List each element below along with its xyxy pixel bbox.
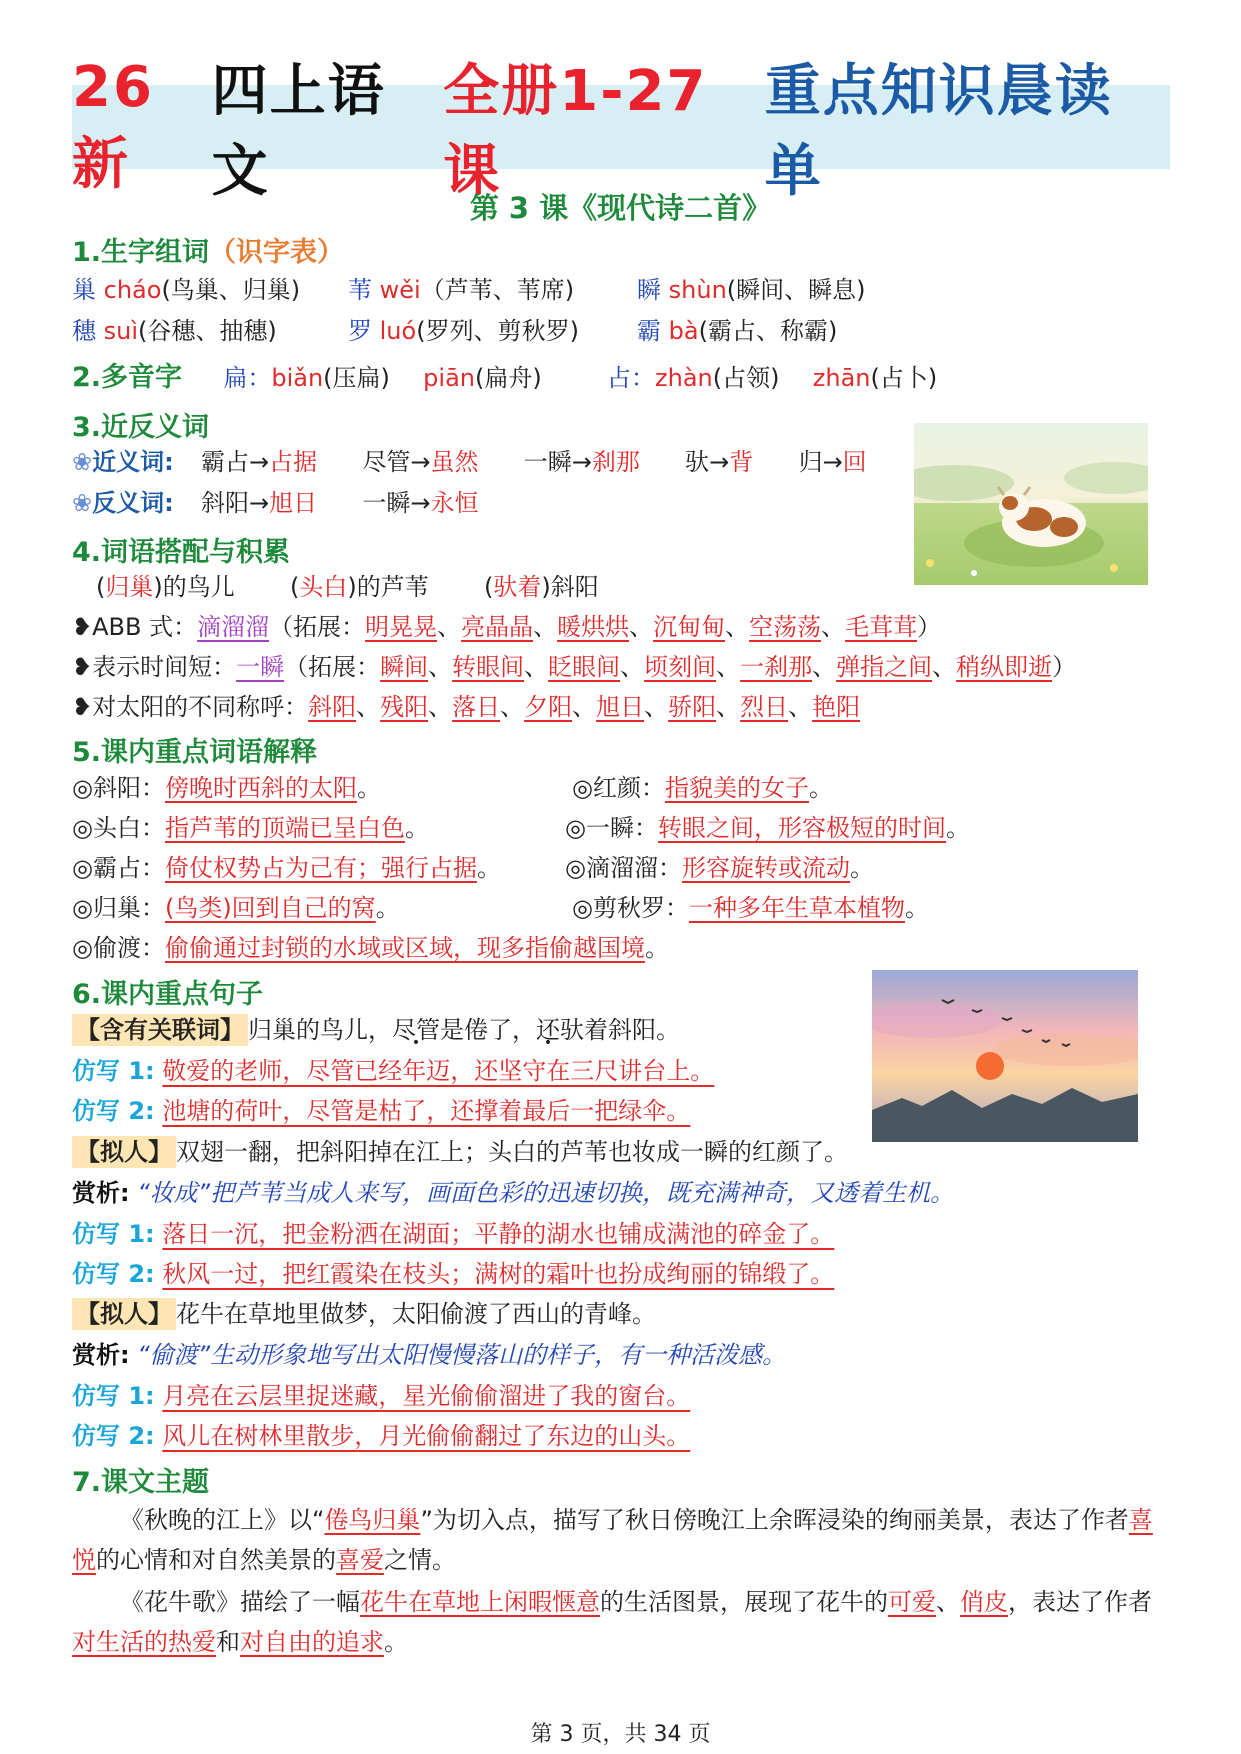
pinyin: bà [668,317,699,345]
imitation [72,1219,834,1249]
words: (扁舟) [475,364,542,392]
text: 驮着斜阳。 [560,1016,680,1044]
imitation-text: 敬爱的老师，尽管已经年迈，还坚守在三尺讲台上。 [162,1057,715,1085]
text: 和 [216,1628,240,1656]
end: 。 [904,894,929,922]
separator: 、 [812,653,837,681]
word: 永恒 [430,489,479,517]
sun-row [72,692,860,722]
fill-word: 驮着 [493,573,542,601]
page-footer: 第 3 页，共 34 页 [530,1722,711,1747]
pinyin: shùn [668,276,727,304]
imitation [72,1056,714,1086]
text: 花牛在草地里做梦，太阳偷渡了西山的青峰。 [176,1300,656,1328]
imitation [72,1421,690,1451]
separator: 、 [428,693,453,721]
analysis-text: “妆成”把芦苇当成人来写，画面色彩的迅速切换，既充满神奇，又透着生机。 [137,1179,955,1207]
extension-word: 骄阳 [668,693,717,721]
bullet-icon: ❥ [72,653,93,681]
polyphone-row [72,363,937,393]
arrow: → [249,448,270,476]
term: ◎红颜： [572,774,665,802]
text: 、 [936,1588,960,1616]
separator: 、 [500,693,525,721]
end: 。 [476,854,501,882]
time-word: 一瞬 [236,653,285,681]
abb-row [72,612,941,642]
pinyin: cháo [103,276,162,304]
extension-word: 稍纵即逝 [956,653,1053,681]
lesson-title: 第 3 课《现代诗二首》 [469,191,772,225]
separator: 、 [932,653,957,681]
definition [72,853,501,883]
pinyin: zhàn [655,364,713,392]
extension-word: 艳阳 [812,693,861,721]
extension-word: 旭日 [596,693,645,721]
keyword: 对生活的热爱 [72,1628,216,1656]
separator: 、 [716,693,741,721]
synonym-row [72,447,867,477]
analysis-text: “偷渡”生动形象地写出太阳慢慢落山的样子，有一种活泼感。 [137,1341,787,1369]
analysis [72,1340,786,1370]
char-item [348,316,579,346]
word: 霸占 [201,448,249,476]
separator: 、 [572,693,597,721]
extension-word: 沉甸甸 [653,613,726,641]
words: (霸占、称霸) [698,317,838,345]
imitation-text: 落日一沉，把金粉洒在湖面；平静的湖水也铺成满池的碎金了。 [162,1220,835,1248]
word: 回 [842,448,867,476]
text: 尽管 [392,1016,440,1044]
char: 穗 [72,317,96,345]
extension-word: 残阳 [380,693,429,721]
word: 归 [798,448,823,476]
end: 。 [356,774,381,802]
section-1-title: 1.生字组词 [72,237,210,268]
text: 还 [536,1016,560,1044]
text: 双翅一翻，把斜阳掉在江上；头白的芦苇也妆成一瞬的红颜了。 [176,1138,848,1166]
separator: 、 [428,653,453,681]
char: 罗 [348,317,372,345]
words: (占领) [712,364,780,392]
close-paren: ） [917,613,942,641]
pinyin: zhān [812,364,871,392]
text: ”为切入点，描写了秋日傍晚江上余晖浸染的绚丽美景，表达了作者 [420,1506,1129,1534]
text: 之情。 [384,1546,456,1574]
char-item [637,275,866,305]
imitation-label: 仿写 2: [72,1097,155,1125]
section-heading-3: 3.近反义词 [72,412,210,443]
theme-paragraph-1 [72,1500,1172,1580]
section-heading-4: 4.词语搭配与积累 [72,537,291,568]
word: 一瞬 [523,448,572,476]
pinyin: biǎn [271,364,324,392]
theme-paragraph-2 [72,1582,1172,1662]
ext-label: （拓展： [269,613,366,641]
definition [72,813,429,843]
word: 斜阳 [201,489,249,517]
separator: 、 [716,653,741,681]
def: 倚仗权势占为己有；强行占据 [164,854,477,882]
term: ◎一瞬： [565,814,658,842]
words: (占卜) [870,364,938,392]
text: ，表达了作者 [1008,1588,1152,1616]
arrow: → [571,448,592,476]
separator: 、 [821,613,846,641]
end: 。 [375,894,400,922]
extension-word: 夕阳 [524,693,573,721]
text: 《花牛歌》描绘了一幅 [120,1588,360,1616]
end: 。 [644,934,669,962]
separator: 、 [524,653,549,681]
title-part-2: 四上语文 [211,59,386,204]
extension-word: 暖烘烘 [557,613,630,641]
char: 巢 [72,276,96,304]
imitation-label: 仿写 1: [72,1057,155,1085]
extension-word: 毛茸茸 [845,613,918,641]
sentence-2 [72,1137,848,1167]
ext-label: （拓展： [284,653,381,681]
extension-word: 一刹那 [740,653,813,681]
def: 形容旋转或流动 [681,854,850,882]
char: 苇 [348,276,372,304]
collocation-row: (归巢)的鸟儿 (头白)的芦苇 (驮着)斜阳 [96,573,599,601]
words: (压扁) [323,364,390,392]
separator: 、 [644,693,669,721]
extension-word: 亮晶晶 [461,613,534,641]
arrow: → [249,489,270,517]
section-heading-5: 5.课内重点词语解释 [72,737,318,768]
extension-word: 明晃晃 [365,613,438,641]
section-1-note: （识字表） [209,237,345,268]
extension-word: 顷刻间 [644,653,717,681]
separator: 、 [356,693,381,721]
word: 一瞬 [362,489,411,517]
analysis [72,1178,954,1208]
imitation-text: 秋风一过，把红霞染在枝头；满树的霜叶也扮成绚丽的锦缎了。 [162,1260,835,1288]
text: 归巢的鸟儿， [248,1016,392,1044]
word: 虽然 [430,448,479,476]
bullet-icon: ❥ [72,613,93,641]
def: 指貌美的女子 [664,774,809,802]
word: 占据 [269,448,318,476]
sentence-3 [72,1299,656,1329]
words: (罗列、剪秋罗) [416,317,579,345]
arrow: → [822,448,843,476]
extension-word: 转眼间 [452,653,525,681]
text: 的心情和对自然美景的 [96,1546,336,1574]
word: 驮 [685,448,710,476]
keyword: 倦鸟归巢 [324,1506,421,1534]
separator: 、 [437,613,462,641]
char: 瞬 [637,276,661,304]
words: （芦苇、苇席) [420,276,575,304]
def: 偷偷通过封锁的水域或区域，现多指偷越国境 [164,934,645,962]
word: 刹那 [591,448,640,476]
separator: 、 [620,653,645,681]
title-part-3: 全册1-27课 [443,59,708,204]
title-part-1: 26新 [72,54,154,197]
definition [572,893,929,923]
extension-word: 斜阳 [308,693,357,721]
arrow: → [410,448,431,476]
antonym-label: 反义词: [92,489,174,517]
keyword: 喜爱 [336,1546,384,1574]
polyphone-char: 扁： [223,364,272,392]
imitation-text: 风儿在树林里散步，月光偷偷翻过了东边的山头。 [162,1422,691,1450]
sentence-tag: 【拟人】 [72,1298,176,1330]
term: ◎偷渡： [72,934,165,962]
abb-label: ABB 式： [92,613,198,641]
title-part-4: 重点知识晨读单 [764,59,1113,204]
char-item [72,275,300,305]
term: ◎滴溜溜： [565,854,682,882]
definition [72,893,400,923]
definition [565,813,970,843]
extension-word: 眨眼间 [548,653,621,681]
arrow: → [709,448,730,476]
char-item [72,316,277,346]
flower-icon: ❀ [72,448,93,476]
definition [72,933,669,963]
def: 一种多年生草本植物 [688,894,905,922]
extension-word: 空荡荡 [749,613,822,641]
def: 傍晚时西斜的太阳 [164,774,357,802]
separator: 、 [788,693,813,721]
title-banner [72,54,1170,204]
extension-word: 落日 [452,693,501,721]
time-label: 表示时间短： [92,653,237,681]
imitation [72,1381,690,1411]
extension-word: 烈日 [740,693,789,721]
definition [72,773,381,803]
cow-illustration [914,423,1148,585]
imitation-label: 仿写 1: [72,1220,155,1248]
term: ◎归巢： [72,894,165,922]
section-2-title: 2.多音字 [72,362,183,393]
abb-word: 滴溜溜 [197,613,270,641]
end: 。 [849,854,874,882]
separator: 、 [725,613,750,641]
extension-word: 瞬间 [380,653,429,681]
keyword: 对自由的追求 [240,1628,384,1656]
analysis-label: 赏析: [72,1341,130,1369]
sentence-tag: 【含有关联词】 [72,1014,248,1046]
analysis-label: 赏析: [72,1179,130,1207]
keyword: 花牛在草地上闲暇惬意 [360,1588,600,1616]
char: 霸 [637,317,661,345]
imitation-label: 仿写 2: [72,1260,155,1288]
fill-word: 归巢 [105,573,154,601]
flower-icon: ❀ [72,489,93,517]
phrase: 的芦苇 [356,573,429,601]
separator: 、 [629,613,654,641]
imitation-label: 仿写 1: [72,1382,155,1410]
end: 。 [404,814,429,842]
polyphone-char: 占： [607,364,656,392]
pinyin: suì [103,317,139,345]
sunset-illustration [872,970,1138,1142]
term: ◎剪秋罗： [572,894,689,922]
phrase: 斜阳 [550,573,599,601]
imitation-text: 月亮在云层里捉迷藏，星光偷偷溜进了我的窗台。 [162,1382,691,1410]
imitation-label: 仿写 2: [72,1422,155,1450]
word: 尽管 [362,448,411,476]
antonym-row [72,488,479,518]
section-heading-7: 7.课文主题 [72,1467,210,1498]
extension-word: 弹指之间 [836,653,933,681]
phrase: 的鸟儿 [162,573,235,601]
imitation [72,1259,834,1289]
def: (鸟类)回到自己的窝 [164,894,376,922]
char-item [348,275,574,305]
imitation-text: 池塘的荷叶，尽管是枯了，还撑着最后一把绿伞。 [162,1097,691,1125]
sentence-tag: 【拟人】 [72,1136,176,1168]
keyword: 俏皮 [960,1588,1008,1616]
pinyin: luó [379,317,417,345]
keyword: 可爱 [888,1588,936,1616]
char-item [637,316,837,346]
fill-word: 头白 [299,573,348,601]
pinyin: piān [423,364,475,392]
time-row [72,652,1076,682]
keyword: 喜悦 [72,1506,1153,1574]
imitation [72,1096,690,1126]
section-heading-1 [72,230,344,269]
words: (谷穗、抽穗) [138,317,277,345]
sentence-1 [72,1015,680,1045]
separator: 、 [533,613,558,641]
word: 旭日 [269,489,318,517]
pinyin: wěi [379,276,421,304]
text: 是倦了， [440,1016,536,1044]
text: 。 [384,1628,408,1656]
end: 。 [808,774,833,802]
definition [572,773,833,803]
close-paren: ） [1052,653,1077,681]
definition [565,853,874,883]
arrow: → [410,489,431,517]
def: 指芦苇的顶端已呈白色 [164,814,405,842]
end: 。 [945,814,970,842]
word: 背 [729,448,754,476]
def: 转眼之间，形容极短的时间 [657,814,946,842]
sun-label: 对太阳的不同称呼： [92,693,309,721]
words: (鸟巢、归巢) [161,276,301,304]
term: ◎霸占： [72,854,165,882]
bullet-icon: ❥ [72,693,93,721]
section-heading-6: 6.课内重点句子 [72,979,264,1010]
words: (瞬间、瞬息) [726,276,866,304]
text: 《秋晚的江上》以“ [120,1506,325,1534]
text: 的生活图景，展现了花牛的 [600,1588,888,1616]
synonym-label: 近义词: [92,448,174,476]
term: ◎斜阳： [72,774,165,802]
term: ◎头白： [72,814,165,842]
